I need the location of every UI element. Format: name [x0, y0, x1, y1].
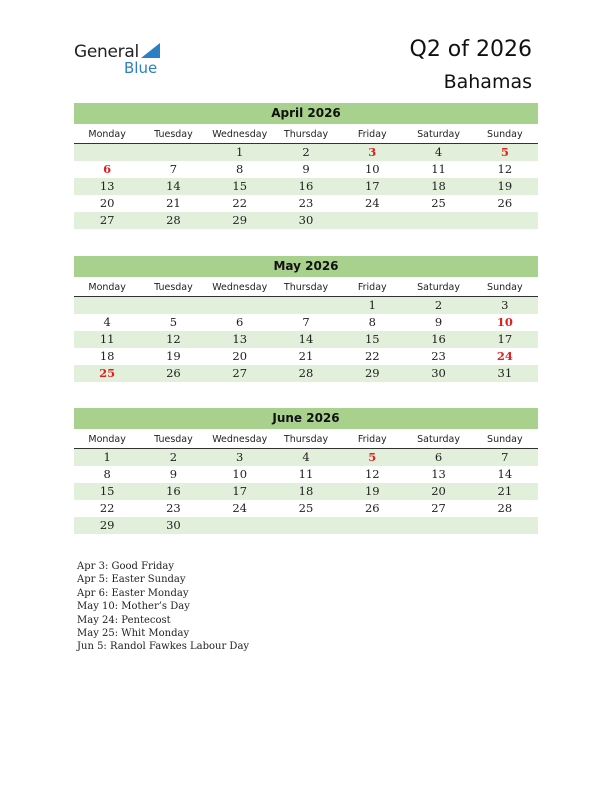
day-cell: 9 [302, 162, 310, 176]
day-cell: 22 [99, 501, 115, 515]
day-cell: 24 [232, 501, 248, 515]
logo-word-blue: Blue [124, 59, 158, 77]
day-cell: 25 [431, 196, 446, 210]
day-cell: 17 [232, 484, 248, 498]
day-cell: 8 [103, 467, 111, 481]
day-cell: 16 [298, 179, 314, 193]
month-block [74, 256, 538, 382]
page-title: Q2 of 2026 [409, 37, 532, 62]
day-cell: 4 [302, 450, 310, 464]
day-cell: 12 [364, 467, 380, 481]
day-cell: 28 [298, 366, 314, 380]
day-cell: 20 [99, 196, 115, 210]
day-cell: 22 [364, 349, 380, 363]
holiday-note: Jun 5: Randol Fawkes Labour Day [77, 641, 250, 653]
holiday-day-cell: 3 [368, 145, 377, 159]
day-cell: 27 [431, 501, 446, 515]
day-cell: 15 [99, 484, 115, 498]
holiday-list [77, 560, 249, 654]
weekday-label: Thursday [283, 129, 329, 140]
day-cell: 29 [232, 213, 248, 227]
weekday-header-row [74, 431, 538, 449]
weekday-label: Saturday [417, 282, 460, 293]
weekday-label: Tuesday [154, 434, 193, 445]
day-cell: 11 [431, 162, 446, 176]
day-cell: 13 [99, 179, 115, 193]
day-cell: 13 [431, 467, 446, 481]
day-cell [339, 212, 405, 229]
week-row [74, 161, 538, 178]
holiday-day-cell: 24 [496, 349, 513, 363]
month-block [74, 408, 538, 534]
day-cell [207, 517, 273, 534]
day-cell: 30 [166, 518, 181, 532]
day-cell: 22 [232, 196, 248, 210]
day-cell [405, 517, 471, 534]
day-cell: 3 [236, 450, 244, 464]
day-cell: 6 [434, 450, 443, 464]
week-row [74, 449, 538, 466]
weekday-label: Friday [357, 434, 387, 445]
weekday-label: Sunday [487, 129, 523, 140]
day-cell [472, 517, 538, 534]
day-cell: 12 [497, 162, 513, 176]
day-cell: 12 [166, 332, 181, 346]
weekday-label: Wednesday [212, 282, 268, 293]
day-cell [140, 297, 206, 314]
day-cell: 10 [232, 467, 248, 481]
day-cell: 11 [99, 332, 115, 346]
holiday-note: May 25: Whit Monday [77, 628, 190, 640]
day-cell: 19 [364, 484, 380, 498]
day-cell: 3 [501, 298, 509, 312]
day-cell: 21 [497, 484, 513, 498]
day-cell: 18 [298, 484, 314, 498]
logo [74, 42, 174, 78]
week-row [74, 297, 538, 314]
day-cell [140, 144, 206, 161]
day-cell: 14 [166, 179, 181, 193]
holiday-day-cell: 5 [368, 450, 377, 464]
day-cell: 8 [368, 315, 376, 329]
weekday-label: Wednesday [212, 129, 268, 140]
day-cell: 8 [236, 162, 244, 176]
weekday-label: Friday [357, 129, 387, 140]
day-cell: 29 [364, 366, 380, 380]
holiday-day-cell: 5 [500, 145, 509, 159]
day-cell: 2 [169, 450, 178, 464]
day-cell: 15 [232, 179, 248, 193]
week-row [74, 348, 538, 365]
day-cell: 7 [501, 450, 509, 464]
weekday-label: Tuesday [154, 129, 193, 140]
day-cell: 2 [434, 298, 443, 312]
month-title: April 2026 [74, 103, 538, 124]
day-cell: 14 [298, 332, 314, 346]
day-cell: 9 [434, 315, 443, 329]
day-cell: 23 [431, 349, 446, 363]
week-row [74, 314, 538, 331]
weekday-label: Thursday [283, 282, 329, 293]
day-cell: 26 [166, 366, 181, 380]
day-cell: 7 [169, 162, 178, 176]
weekday-label: Sunday [487, 434, 523, 445]
day-cell: 4 [103, 315, 111, 329]
week-row [74, 331, 538, 348]
day-cell [339, 517, 405, 534]
day-cell: 1 [103, 450, 111, 464]
month-title: May 2026 [74, 256, 538, 277]
day-cell [207, 297, 273, 314]
weekday-label: Monday [88, 129, 126, 140]
day-cell: 7 [302, 315, 310, 329]
day-cell: 28 [497, 501, 513, 515]
weekday-label: Tuesday [154, 282, 193, 293]
weekday-label: Wednesday [212, 434, 268, 445]
day-cell: 27 [232, 366, 248, 380]
month-title: June 2026 [74, 408, 538, 429]
day-cell: 17 [364, 179, 380, 193]
day-cell: 15 [364, 332, 380, 346]
day-cell [273, 297, 339, 314]
day-cell: 27 [99, 213, 115, 227]
day-cell: 18 [99, 349, 115, 363]
holiday-note: May 10: Mother’s Day [77, 601, 190, 613]
country-name: Bahamas [443, 71, 532, 93]
weekday-label: Saturday [417, 434, 460, 445]
day-cell: 30 [298, 213, 314, 227]
day-cell: 20 [232, 349, 248, 363]
week-row [74, 517, 538, 534]
day-cell: 24 [364, 196, 380, 210]
day-cell: 16 [166, 484, 181, 498]
day-cell [405, 212, 471, 229]
day-cell: 26 [497, 196, 513, 210]
logo-flag-icon [141, 43, 160, 58]
day-cell: 31 [497, 366, 513, 380]
day-cell: 14 [497, 467, 513, 481]
week-row [74, 178, 538, 195]
weekday-label: Monday [88, 434, 126, 445]
day-cell: 11 [298, 467, 314, 481]
day-cell: 28 [166, 213, 181, 227]
day-cell: 20 [431, 484, 446, 498]
day-cell: 1 [236, 145, 244, 159]
day-cell [74, 297, 140, 314]
holiday-note: May 24: Pentecost [77, 614, 171, 626]
holiday-day-cell: 6 [103, 162, 112, 176]
month-block [74, 103, 538, 229]
holiday-note: Apr 3: Good Friday [77, 561, 175, 572]
day-cell: 4 [434, 145, 443, 159]
weekday-label: Friday [357, 282, 387, 293]
day-cell [74, 144, 140, 161]
week-row [74, 195, 538, 212]
day-cell: 13 [232, 332, 248, 346]
day-cell: 26 [364, 501, 380, 515]
day-cell: 25 [298, 501, 314, 515]
day-cell: 19 [497, 179, 513, 193]
day-cell [472, 212, 538, 229]
day-cell: 23 [298, 196, 314, 210]
weekday-label: Sunday [487, 282, 523, 293]
day-cell: 10 [364, 162, 380, 176]
day-cell: 6 [236, 315, 244, 329]
day-cell: 21 [166, 196, 181, 210]
logo-word-general: General [74, 42, 139, 62]
day-cell: 23 [166, 501, 181, 515]
holiday-note: Apr 5: Easter Sunday [77, 574, 186, 586]
day-cell: 2 [302, 145, 310, 159]
weekday-label: Thursday [283, 434, 329, 445]
weekday-label: Saturday [417, 129, 460, 140]
day-cell: 17 [497, 332, 513, 346]
week-row [74, 144, 538, 161]
week-row [74, 483, 538, 500]
week-row [74, 212, 538, 229]
day-cell [273, 517, 339, 534]
holiday-note: Apr 6: Easter Monday [77, 587, 189, 599]
day-cell: 5 [169, 315, 178, 329]
week-row [74, 365, 538, 382]
day-cell: 19 [166, 349, 181, 363]
week-row [74, 500, 538, 517]
day-cell: 18 [431, 179, 446, 193]
day-cell: 21 [298, 349, 314, 363]
day-cell: 16 [431, 332, 446, 346]
day-cell: 1 [368, 298, 376, 312]
day-cell: 29 [99, 518, 115, 532]
weekday-header-row [74, 279, 538, 297]
holiday-day-cell: 10 [496, 315, 513, 329]
day-cell: 30 [431, 366, 446, 380]
weekday-label: Monday [88, 282, 126, 293]
week-row [74, 466, 538, 483]
holiday-day-cell: 25 [99, 366, 116, 380]
day-cell: 9 [169, 467, 178, 481]
weekday-header-row [74, 126, 538, 144]
